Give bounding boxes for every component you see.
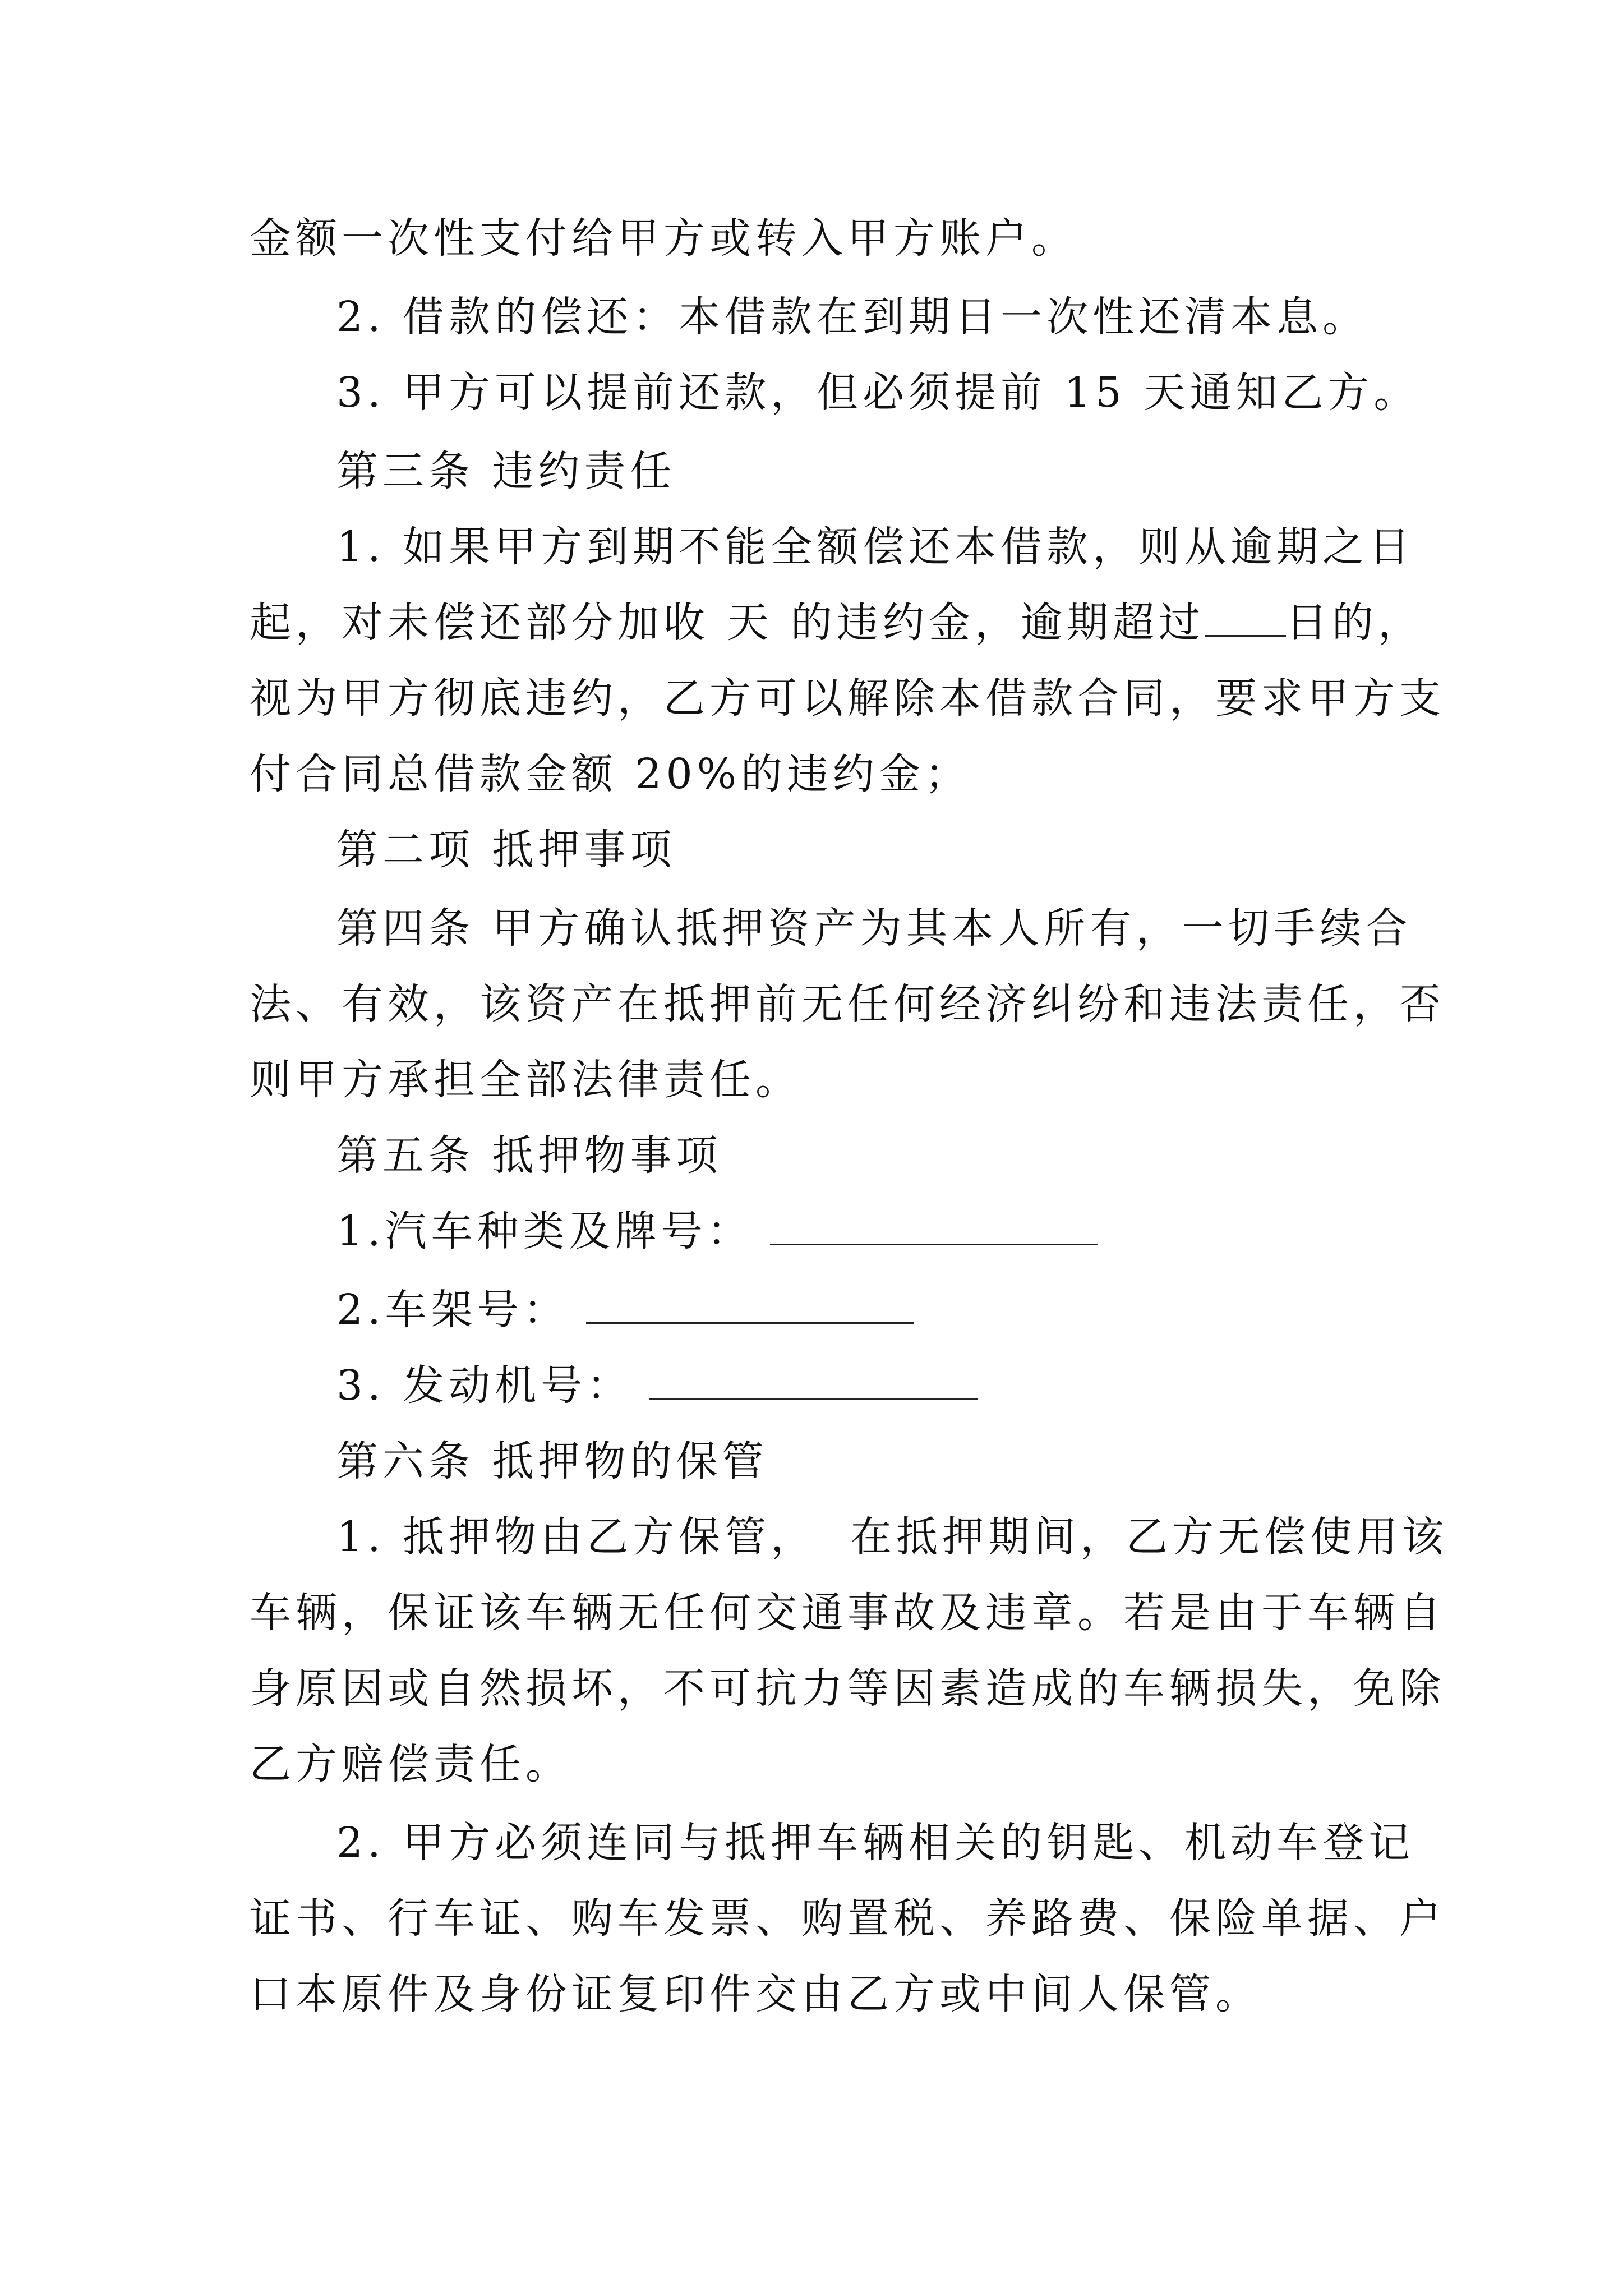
form-field-vehicle-type-plate [336,1203,1098,1259]
field-label: 1.汽车种类及牌号： [336,1207,753,1255]
section-heading-article-5 [336,1128,722,1184]
field-label: 3. 发动机号： [336,1361,633,1410]
line-text: 第六条 抵押物的保管 [336,1437,768,1485]
line-text: 3. 甲方可以提前还款，但必须提前 15 天通知乙方。 [336,369,1420,417]
form-field-frame-number [336,1282,914,1338]
section-heading-article-3 [336,443,676,499]
paragraph-line-7 [250,670,1445,726]
paragraph-line-22 [336,1815,1414,1871]
line-text: 车辆，保证该车辆无任何交通事故及违章。若是由于车辆自 [250,1589,1445,1637]
line-text: 2. 甲方必须连同与抵押车辆相关的钥匙、机动车登记 [336,1819,1415,1867]
line-text: 付合同总借款金额 20%的违约金； [250,750,971,798]
line-text: 2. 借款的偿还：本借款在到期日一次性还清本息。 [336,293,1369,341]
line-text: 身原因或自然损坏，不可抗力等因素造成的车辆损失，免除 [250,1664,1445,1713]
paragraph-line-12 [250,1052,801,1108]
fill-in-blank [1205,600,1286,637]
line-text: 在抵押期间，乙方无偿使用该 [850,1513,1449,1561]
paragraph-line-20 [250,1660,1445,1717]
paragraph-line-2 [336,289,1368,345]
line-text: 第四条 甲方确认抵押资产为其本人所有，一切手续合 [336,904,1412,953]
fill-in-blank [586,1287,914,1324]
line-text: 第三条 违约责任 [336,447,676,495]
line-text: 起，对未偿还部分加收 天 的违约金，逾期超过 [250,599,1205,647]
paragraph-line-1 [250,210,1077,266]
paragraph-line-21 [250,1736,571,1792]
field-label: 2.车架号： [336,1286,569,1334]
paragraph-line-3 [336,365,1419,421]
line-text: 法、有效，该资产在抵押前无任何经济纠纷和违法责任，否 [250,980,1445,1028]
section-heading-item-2 [336,822,676,878]
line-text: 第五条 抵押物事项 [336,1131,722,1180]
paragraph-line-11 [250,976,1445,1032]
line-text: 乙方赔偿责任。 [250,1740,571,1788]
line-text: 1. 如果甲方到期不能全额偿还本借款，则从逾期之日 [336,523,1415,571]
section-heading-article-6 [336,1433,768,1489]
line-text: 视为甲方彻底违约，乙方可以解除本借款合同，要求甲方支 [250,674,1445,723]
paragraph-line-5 [336,519,1414,575]
form-field-engine-number [336,1358,978,1414]
paragraph-line-23 [250,1890,1445,1947]
line-text: 1. 抵押物由乙方保管， [336,1513,817,1561]
line-text: 第二项 抵押事项 [336,826,676,874]
line-text: 金额一次性支付给甲方或转入甲方账户。 [250,214,1077,263]
paragraph-line-18 [336,1509,1448,1565]
paragraph-line-6 [250,595,1424,651]
paragraph-line-24 [250,1966,1261,2022]
fill-in-blank [770,1209,1098,1245]
line-text: 证书、行车证、购车发票、购置税、养路费、保险单据、户 [250,1894,1445,1943]
fill-in-blank [649,1363,978,1400]
line-text: 口本原件及身份证复印件交由乙方或中间人保管。 [250,1970,1261,2018]
paragraph-line-8 [250,746,971,802]
paragraph-line-10 [336,900,1412,956]
line-text: 日的， [1286,599,1424,647]
line-text: 则甲方承担全部法律责任。 [250,1056,801,1104]
paragraph-line-19 [250,1585,1445,1641]
